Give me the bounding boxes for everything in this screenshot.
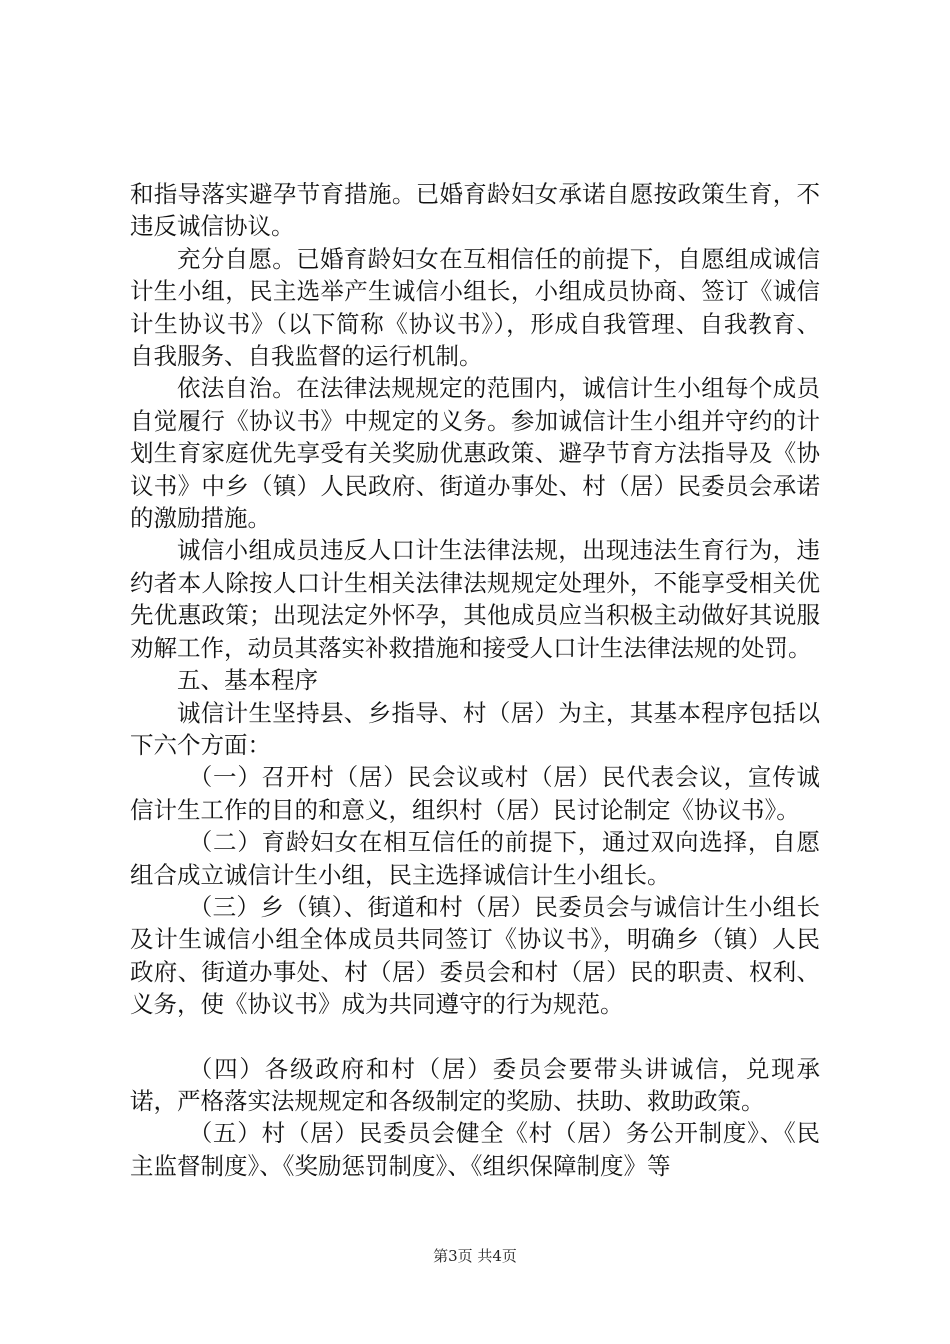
list-item-1: （一）召开村（居）民会议或村（居）民代表会议，宣传诚信计生工作的目的和意义，组织村（居）民讨论制定《协议书》。: [130, 763, 820, 824]
paragraph-self-governance: 依法自治。在法律法规规定的范围内，诚信计生小组每个成员自觉履行《协议书》中规定的义务。参加诚信计生小组并守约的计划生育家庭优先享受有关奖励优惠政策、避孕节育方法指导及《协议书》中乡（镇）人民政府、街道办事处、村（居）民委员会承诺的激励措施。: [130, 374, 820, 533]
paragraph-voluntary: 充分自愿。已婚育龄妇女在互相信任的前提下，自愿组成诚信计生小组，民主选举产生诚信小组长，小组成员协商、签订《诚信计生协议书》（以下简称《协议书》），形成自我管理、自我教育、自我服务、自我监督的运行机制。: [130, 244, 820, 371]
section-heading: 五、基本程序: [177, 666, 318, 695]
list-item-2: （二）育龄妇女在相互信任的前提下，通过双向选择，自愿组合成立诚信计生小组，民主选择诚信计生小组长。: [130, 828, 820, 889]
paragraph-violation: 诚信小组成员违反人口计生法律法规，出现违法生育行为，违约者本人除按人口计生相关法律法规规定处理外，不能享受相关优先优惠政策；出现法定外怀孕，其他成员应当积极主动做好其说服劝解工作，动员其落实补救措施和接受人口计生法律法规的处罚。: [130, 536, 820, 662]
document-body: [130, 178, 820, 1182]
paragraph-gap: [130, 1021, 820, 1053]
list-item-4: （四）各级政府和村（居）委员会要带头讲诚信，兑现承诺，严格落实法规规定和各级制定的奖励、扶助、救助政策。: [130, 1054, 820, 1115]
page-footer: 第3页 共4页: [433, 1247, 517, 1265]
paragraph-procedure-intro: 诚信计生坚持县、乡指导、村（居）为主，其基本程序包括以下六个方面：: [130, 698, 820, 759]
list-item-5: （五）村（居）民委员会健全《村（居）务公开制度》、《民主监督制度》、《奖励惩罚制度》、《组织保障制度》等: [130, 1119, 820, 1180]
paragraph-continued: 和指导落实避孕节育措施。已婚育龄妇女承诺自愿按政策生育，不违反诚信协议。: [130, 180, 820, 241]
list-item-3: （三）乡（镇）、街道和村（居）民委员会与诚信计生小组长及计生诚信小组全体成员共同签订《协议书》，明确乡（镇）人民政府、街道办事处、村（居）委员会和村（居）民的职责、权利、义务，使《协议书》成为共同遵守的行为规范。: [130, 892, 820, 1019]
